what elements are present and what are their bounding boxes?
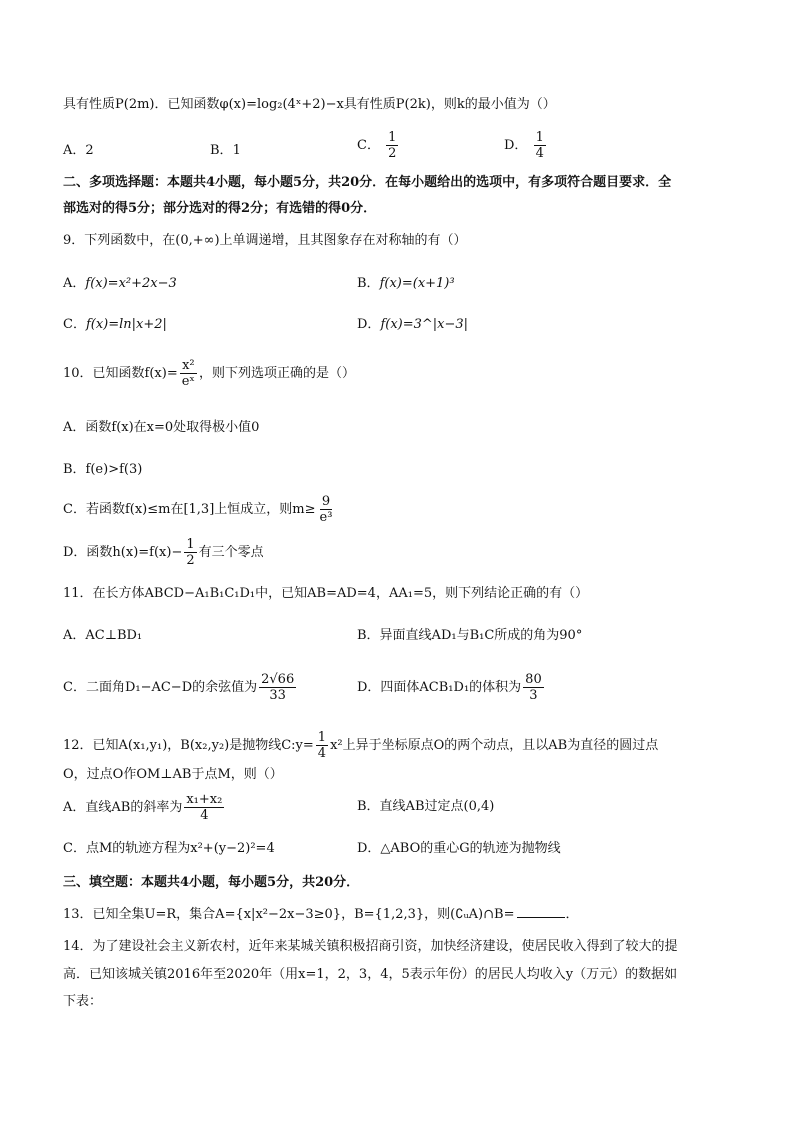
- q12-stem-line2: O，过点O作OM⊥AB于点M，则（）: [63, 767, 283, 782]
- section2-heading-line1: 二、多项选择题：本题共4小题，每小题5分，共20分．在每小题给出的选项中，有多项符合题目要求．全: [63, 175, 672, 190]
- option-label: C．: [357, 138, 380, 153]
- denominator: 33: [269, 688, 286, 703]
- q12-option-b: B．直线AB过定点(0,4): [357, 799, 495, 814]
- section3-heading: 三、填空题：本题共4小题，每小题5分，共20分．: [63, 875, 360, 890]
- option-text: C．二面角D₁−AC−D的余弦值为: [63, 680, 258, 695]
- option-label: B．: [210, 143, 233, 158]
- numerator: 9: [321, 494, 331, 509]
- q9-option-b: [357, 275, 455, 293]
- fraction: [259, 672, 296, 703]
- numerator: x²: [182, 358, 195, 373]
- numerator: 80: [525, 672, 542, 687]
- fraction: [318, 494, 335, 525]
- stem-text: 10．已知函数f(x)=: [63, 366, 178, 381]
- q9-option-c: [63, 316, 167, 334]
- section2-heading-line2: 部选对的得5分；部分选对的得2分；有选错的得0分．: [63, 201, 377, 216]
- q11-option-d: [357, 672, 546, 703]
- option-text: D．函数h(x)=f(x)−: [63, 545, 183, 560]
- q11-option-a: A．AC⊥BD₁: [63, 628, 143, 643]
- q12-stem: [63, 730, 658, 761]
- fraction: [184, 792, 224, 823]
- option-label: A．: [63, 276, 86, 291]
- fraction: [386, 130, 398, 161]
- q14-line3: 下表：: [63, 994, 103, 1009]
- denominator: 2: [186, 553, 195, 568]
- option-text: 有三个零点: [198, 545, 264, 560]
- q14-line2: 高．已知该城关镇2016年至2020年（用x=1，2，3，4，5表示年份）的居民人均收入y（万元）的数据如: [63, 967, 678, 982]
- answer-blank[interactable]: [517, 917, 565, 918]
- q11-stem: 11．在长方体ABCD−A₁B₁C₁D₁中，已知AB=AD=4，AA₁=5，则下列结论正确的有（）: [63, 586, 589, 601]
- fraction: [534, 130, 546, 161]
- q11-option-b: B．异面直线AD₁与B₁C所成的角为90°: [357, 628, 583, 643]
- q12-option-d: D．△ABO的重心G的轨迹为抛物线: [357, 841, 561, 856]
- numerator: x₁+x₂: [186, 792, 223, 807]
- stem-text: 12．已知A(x₁,y₁)，B(x₂,y₂)是抛物线C:y=: [63, 738, 314, 753]
- q13-stem: [63, 906, 579, 924]
- q10-option-a: A．函数f(x)在x=0处取得极小值0: [63, 420, 260, 435]
- q8-option-a: [63, 142, 94, 160]
- denominator: 4: [200, 808, 209, 823]
- option-text: 1: [232, 143, 241, 158]
- option-label: D．: [504, 138, 528, 153]
- numerator: 2√66: [261, 672, 295, 687]
- option-text: A．直线AB的斜率为: [63, 800, 183, 815]
- denominator: 3: [529, 688, 538, 703]
- numerator: 1: [535, 130, 544, 145]
- fraction: [184, 537, 196, 568]
- denominator: 4: [535, 146, 544, 161]
- denominator: e³: [319, 510, 333, 525]
- q12-option-a: [63, 792, 226, 823]
- option-text: f(x)=ln|x+2|: [85, 317, 167, 332]
- option-text: C．若函数f(x)≤m在[1,3]上恒成立，则m≥: [63, 502, 316, 517]
- q9-stem: 9．下列函数中，在(0,+∞)上单调递增，且其图象存在对称轴的有（）: [63, 233, 467, 248]
- q10-option-d: [63, 537, 264, 568]
- option-text: f(x)=(x+1)³: [379, 276, 455, 291]
- option-text: f(x)=x²+2x−3: [85, 276, 177, 291]
- q10-option-c: [63, 494, 336, 525]
- stem-text: 13．已知全集U=R，集合A={x|x²−2x−3≥0}，B={1,2,3}，则(∁ᵤA)∩B=: [63, 907, 515, 922]
- stem-text: ，则下列选项正确的是（）: [198, 366, 355, 381]
- fraction: [180, 358, 197, 389]
- q8-option-c: [357, 130, 400, 161]
- numerator: 1: [317, 730, 327, 745]
- fraction: [523, 672, 544, 703]
- numerator: 1: [388, 130, 397, 145]
- option-label: B．: [357, 276, 380, 291]
- fraction: [316, 730, 328, 761]
- q14-line1: 14．为了建设社会主义新农村，近年来某城关镇积极招商引资，加快经济建设，使居民收入得到了较大的提: [63, 939, 678, 954]
- option-label: C．: [63, 317, 86, 332]
- q9-option-d: [357, 316, 468, 334]
- q11-option-c: [63, 672, 298, 703]
- q9-option-a: [63, 275, 177, 293]
- q8-stem: 具有性质P(2m)．已知函数φ(x)=log₂(4ˣ+2)−x具有性质P(2k)，则k的最小值为（）: [63, 97, 556, 112]
- option-text: 2: [85, 143, 94, 158]
- q8-option-d: [504, 130, 548, 161]
- denominator: 2: [388, 146, 397, 161]
- option-text: f(x)=3^|x−3|: [380, 317, 469, 332]
- denominator: 4: [317, 746, 327, 761]
- denominator: eˣ: [181, 374, 195, 389]
- stem-end: ．: [565, 907, 579, 922]
- q12-option-c: C．点M的轨迹方程为x²+(y−2)²=4: [63, 841, 275, 856]
- q8-option-b: [210, 142, 241, 160]
- numerator: 1: [186, 537, 195, 552]
- option-label: D．: [357, 317, 381, 332]
- option-label: A．: [63, 143, 86, 158]
- stem-text: x²上异于坐标原点O的两个动点，且以AB为直径的圆过点: [330, 738, 659, 753]
- option-text: D．四面体ACB₁D₁的体积为: [357, 680, 522, 695]
- q10-stem: [63, 358, 355, 389]
- q10-option-b: B．f(e)>f(3): [63, 462, 143, 477]
